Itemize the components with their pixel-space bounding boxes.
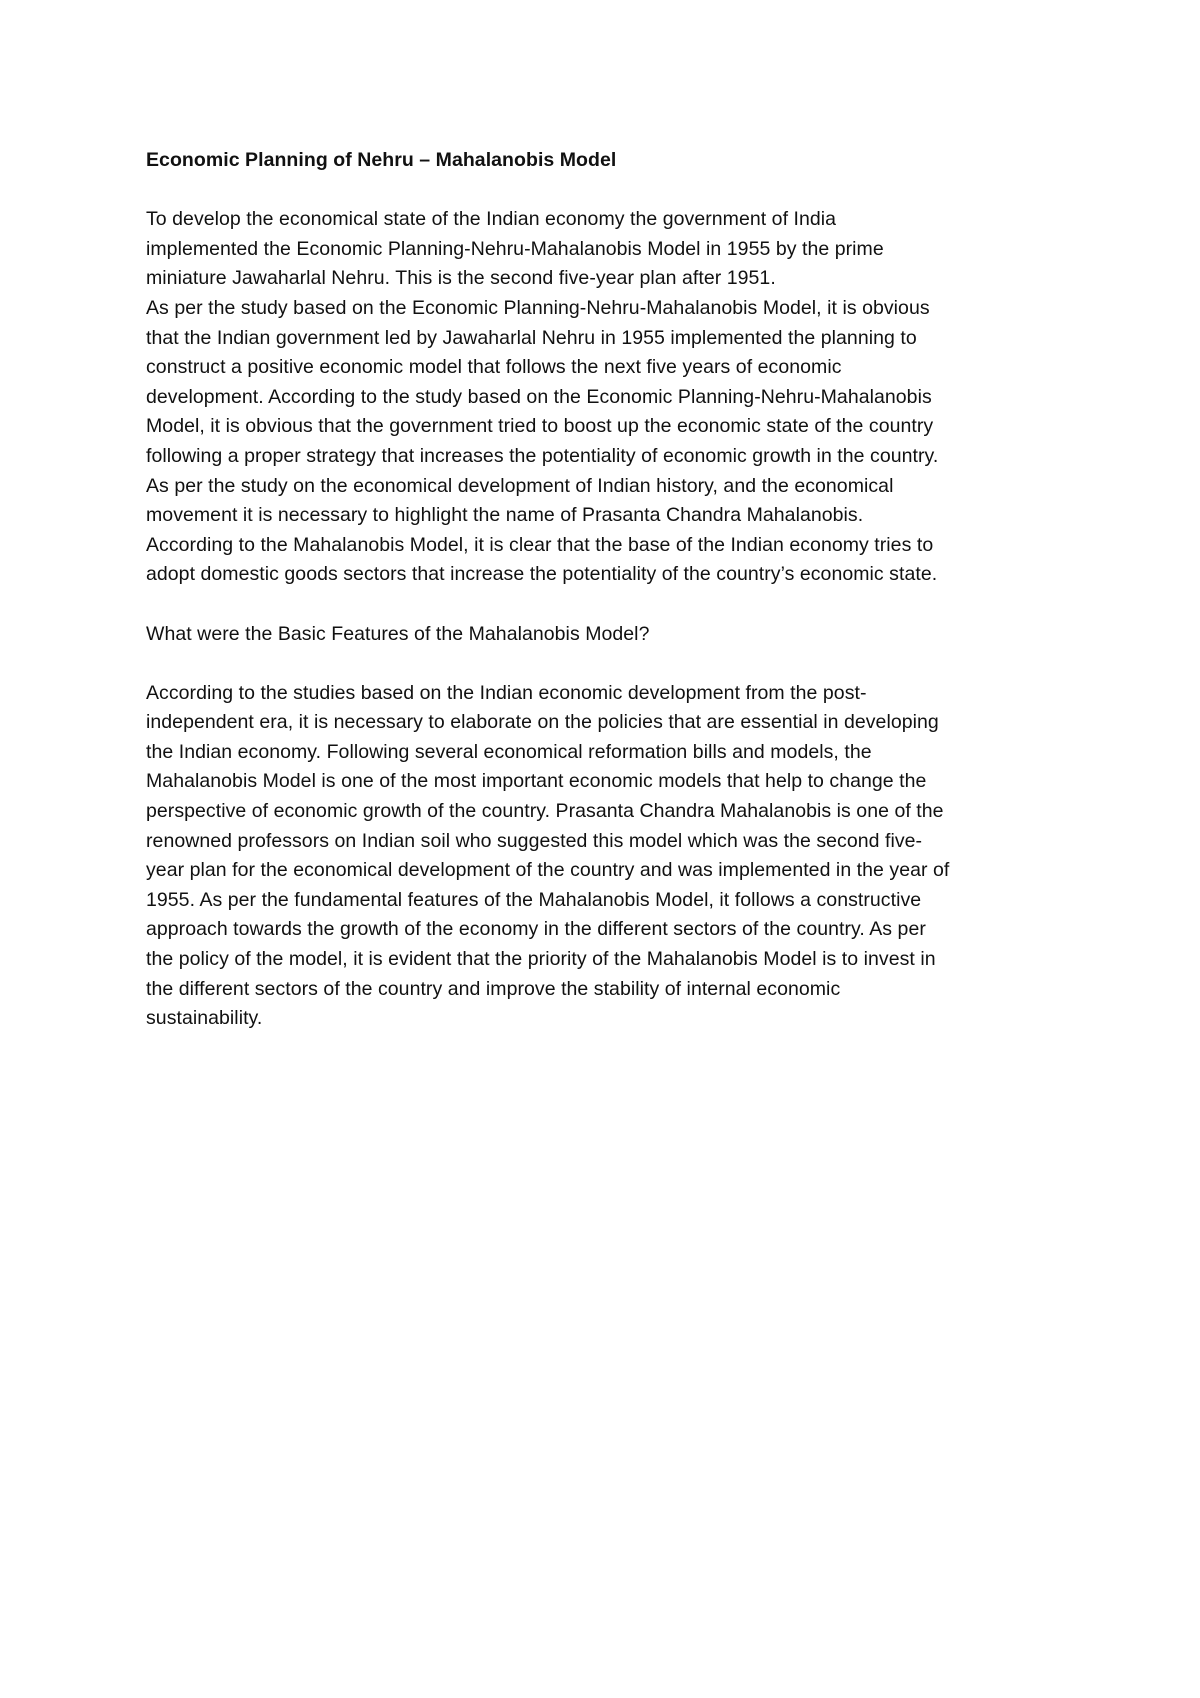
features-line: sustainability. xyxy=(146,1007,263,1030)
document-title: Economic Planning of Nehru – Mahalanobis Model xyxy=(146,149,617,171)
features-line: the policy of the model, it is evident that the priority of the Mahalanobis Model is to invest in xyxy=(146,948,936,971)
features-line: 1955. As per the fundamental features of the Mahalanobis Model, it follows a constructive xyxy=(146,888,922,911)
intro-line: following a proper strategy that increases the potentiality of economic growth in the country. xyxy=(146,444,939,467)
paragraph-spacer xyxy=(146,649,1076,679)
features-line: Mahalanobis Model is one of the most important economic models that help to change the xyxy=(146,770,927,793)
features-line: the different sectors of the country and improve the stability of internal economic xyxy=(146,977,841,1000)
intro-line: Model, it is obvious that the government tried to boost up the economic state of the country xyxy=(146,415,934,438)
features-line: approach towards the growth of the economy in the different sectors of the country. As per xyxy=(146,918,926,941)
document-body xyxy=(146,146,1076,1034)
intro-line: As per the study based on the Economic Planning-Nehru-Mahalanobis Model, it is obvious xyxy=(146,296,930,319)
intro-line: development. According to the study based on the Economic Planning-Nehru-Mahalanobis xyxy=(146,385,932,408)
features-line: renowned professors on Indian soil who suggested this model which was the second five- xyxy=(146,829,923,852)
intro-line: As per the study on the economical development of Indian history, and the economical xyxy=(146,474,894,497)
intro-line: adopt domestic goods sectors that increase the potentiality of the country’s economic state. xyxy=(146,563,938,586)
intro-line: movement it is necessary to highlight the name of Prasanta Chandra Mahalanobis. xyxy=(146,504,864,527)
features-line: According to the studies based on the Indian economic development from the post- xyxy=(146,681,867,704)
features-paragraph xyxy=(146,679,1076,1034)
section-question: What were the Basic Features of the Mahalanobis Model? xyxy=(146,622,650,645)
paragraph-spacer xyxy=(146,590,1076,620)
intro-paragraph xyxy=(146,205,1076,590)
intro-line: miniature Jawaharlal Nehru. This is the second five-year plan after 1951. xyxy=(146,267,776,290)
features-line: independent era, it is necessary to elaborate on the policies that are essential in developing xyxy=(146,711,939,734)
intro-line: To develop the economical state of the Indian economy the government of India xyxy=(146,208,837,231)
intro-line: that the Indian government led by Jawaharlal Nehru in 1955 implemented the planning to xyxy=(146,326,917,349)
features-line: the Indian economy. Following several economical reformation bills and models, the xyxy=(146,740,872,763)
intro-line: According to the Mahalanobis Model, it is clear that the base of the Indian economy tries to xyxy=(146,533,934,556)
features-line: perspective of economic growth of the country. Prasanta Chandra Mahalanobis is one of the xyxy=(146,800,944,823)
features-line: year plan for the economical development of the country and was implemented in the year of xyxy=(146,859,950,882)
intro-line: construct a positive economic model that follows the next five years of economic xyxy=(146,356,842,379)
intro-line: implemented the Economic Planning-Nehru-Mahalanobis Model in 1955 by the prime xyxy=(146,237,884,260)
